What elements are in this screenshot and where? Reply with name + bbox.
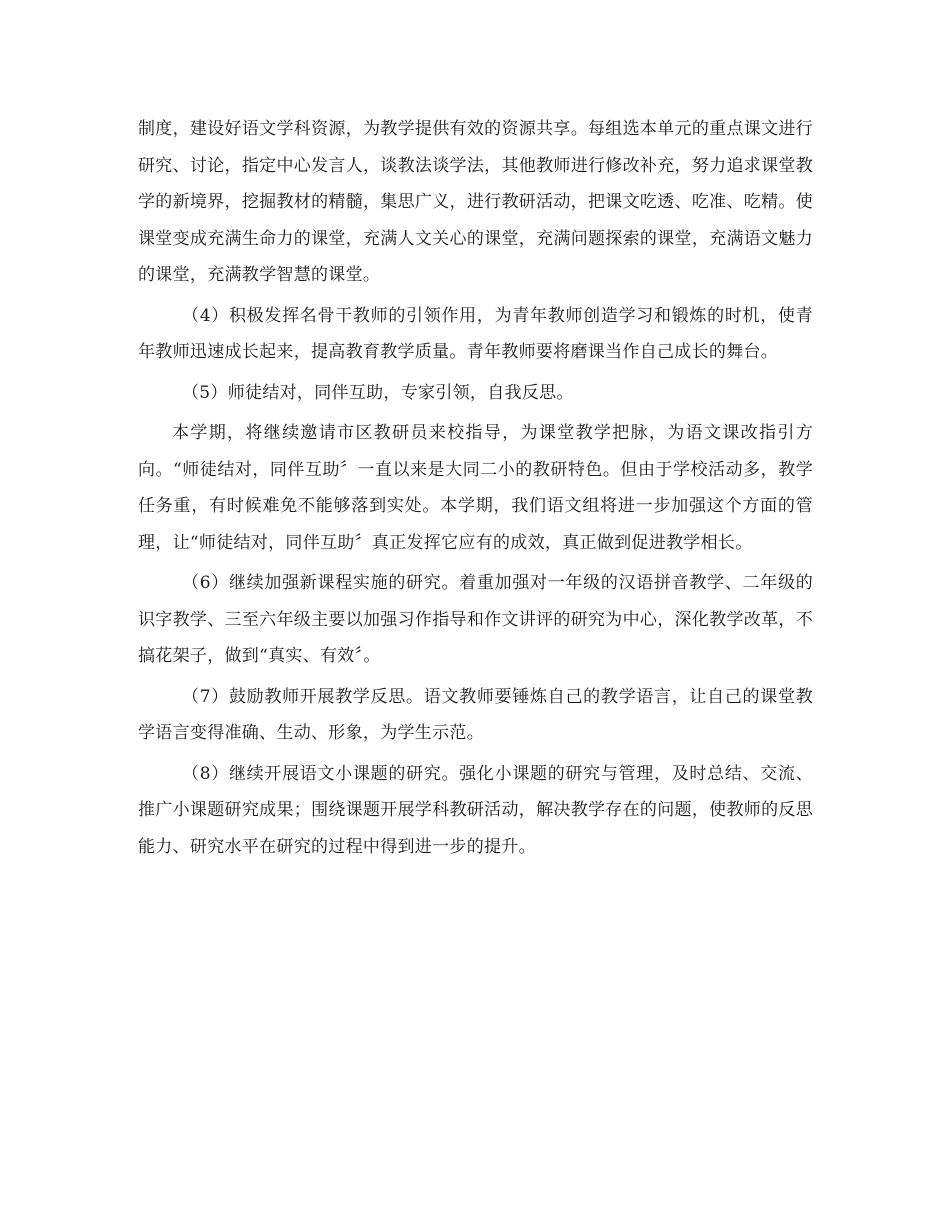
- paragraph-item-6: （6）继续加强新课程实施的研究。着重加强对一年级的汉语拼音教学、二年级的识字教学、三至六年级主要以加强习作指导和作文讲评的研究为中心，深化教学改革，不搞花架子，做到“真实、有效〞。: [138, 573, 813, 666]
- paragraph-item-8: （8）继续开展语文小课题的研究。强化小课题的研究与管理，及时总结、交流、推广小课题研究成果；围绕课题开展学科教研活动，解决教学存在的问题，使教师的反思能力、研究水平在研究的过程中得到进一步的提升。: [138, 763, 813, 857]
- paragraph-item-4: （4）积极发挥名骨干教师的引领作用，为青年教师创造学习和锻炼的时机，使青年教师迅速成长起来，提高教育教学质量。青年教师要将磨课当作自己成长的舞台。: [138, 305, 813, 362]
- paragraph-semester-plan: 本学期，将继续邀请市区教研员来校指导，为课堂教学把脉，为语文课改指引方向。“师徒结对，同伴互助〞一直以来是大同二小的教研特色。但由于学校活动多，教学任务重，有时候难免不能够落到实处。本学期，我们语文组将进一步加强这个方面的管理，让“师徒结对，同伴互助〞真正发挥它应有的成效，真正做到促进教学相长。: [138, 423, 813, 553]
- paragraph-continuation: 制度，建设好语文学科资源，为教学提供有效的资源共享。每组选本单元的重点课文进行研究、讨论，指定中心发言人，谈教法谈学法，其他教师进行修改补充，努力追求课堂教学的新境界，挖掘教材的精髓，集思广义，进行教研活动，把课文吃透、吃准、吃精。使课堂变成充满生命力的课堂，充满人文关心的课堂，充满问题探索的课堂，充满语文魅力的课堂，充满教学智慧的课堂。: [138, 119, 813, 285]
- document-body: [138, 111, 813, 869]
- paragraph-item-5: （5）师徒结对，同伴互助，专家引领，自我反思。: [182, 382, 574, 403]
- paragraph-item-7: （7）鼓励教师开展教学反思。语文教师要锤炼自己的教学语言，让自己的课堂教学语言变得准确、生动、形象，为学生示范。: [138, 686, 813, 743]
